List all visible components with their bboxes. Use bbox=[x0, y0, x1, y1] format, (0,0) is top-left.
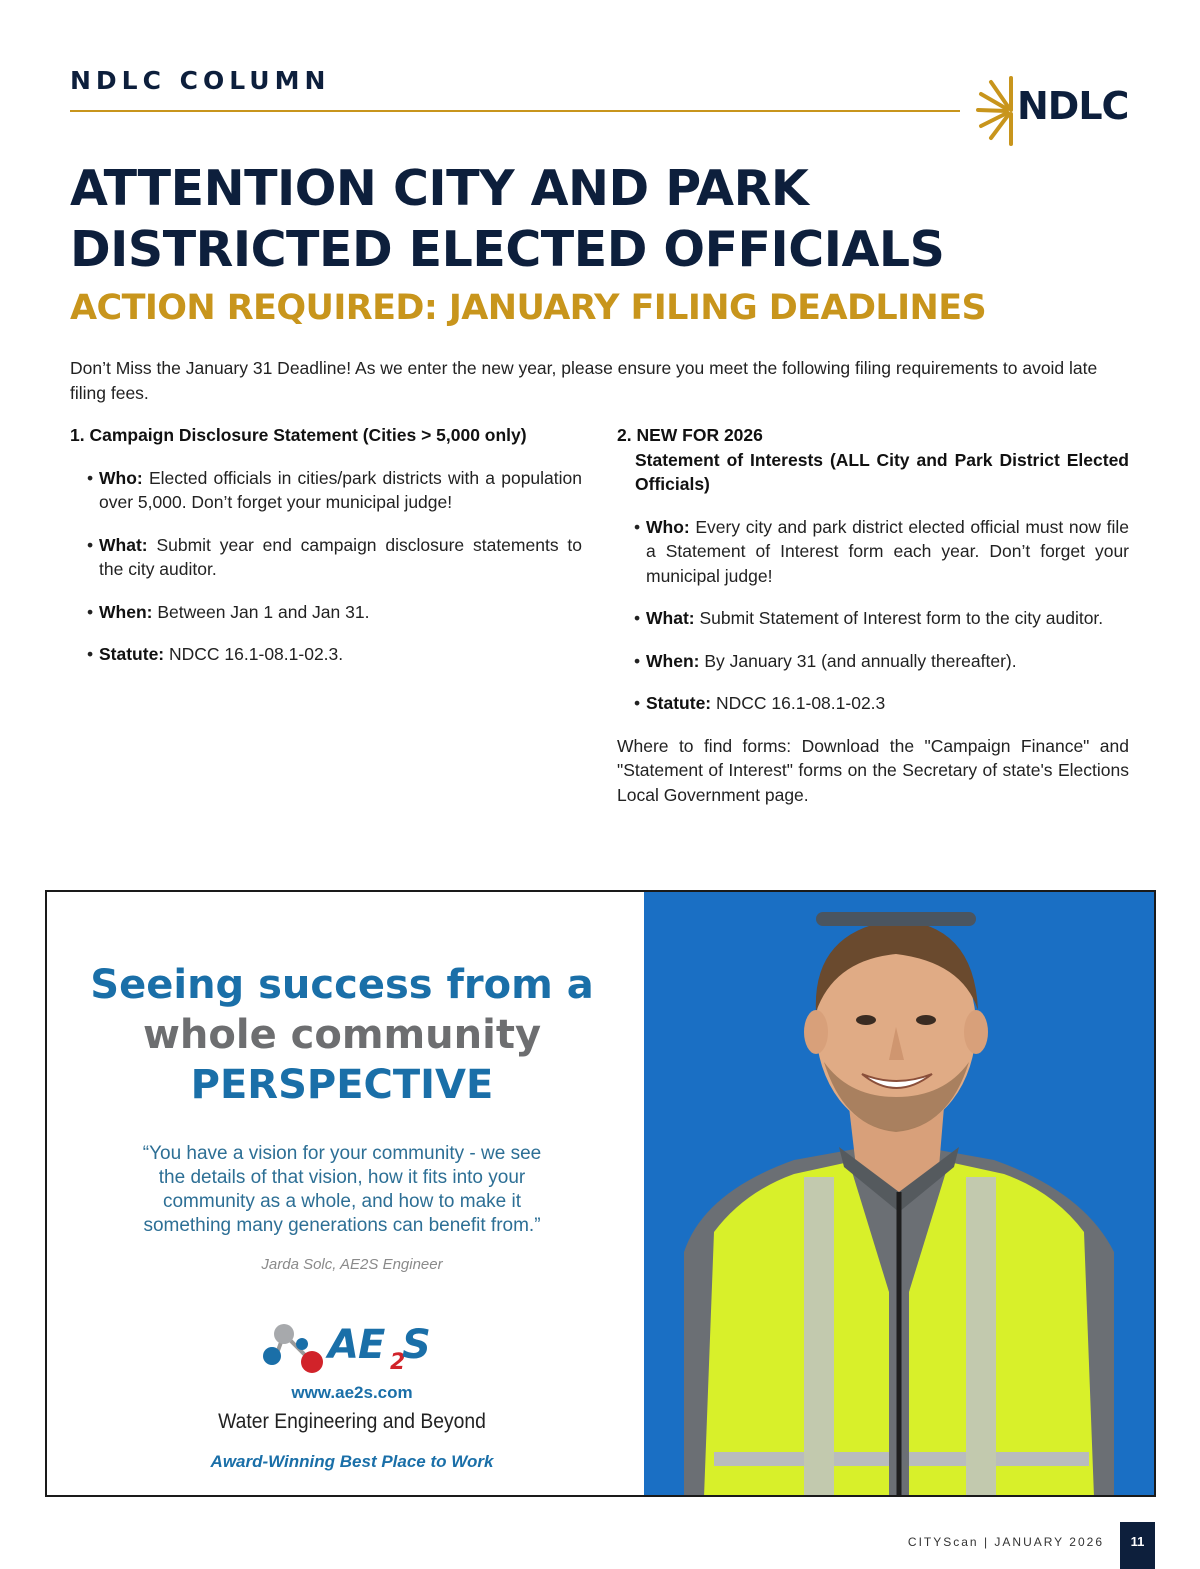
title-line-2: DISTRICTED ELECTED OFFICIALS bbox=[70, 221, 945, 278]
list-item: • When: Between Jan 1 and Jan 31. bbox=[87, 601, 370, 622]
item-text: Between Jan 1 and Jan 31. bbox=[157, 601, 370, 622]
header-rule bbox=[70, 110, 960, 112]
item-label: When: bbox=[646, 650, 700, 671]
ae2s-advertisement[interactable] bbox=[45, 890, 1156, 1497]
item-text: Every city and park district elected official must now file a Statement of Interest form each year. Don’t forget your municipal judge! bbox=[646, 516, 1129, 586]
ad-headline bbox=[47, 960, 637, 1110]
item-label: What: bbox=[99, 534, 148, 555]
item-label: When: bbox=[99, 601, 153, 622]
item-text: NDCC 16.1-08.1-02.3. bbox=[169, 644, 344, 664]
list-item: • What: Submit year end campaign disclosure statements to the city auditor. bbox=[87, 534, 582, 579]
list-item: • When: By January 31 (and annually thereafter). bbox=[634, 650, 1017, 671]
list-item: • Statute: NDCC 16.1-08.1-02.3. bbox=[87, 644, 344, 664]
section-label: NDLC COLUMN bbox=[70, 66, 331, 95]
ad-quote: “You have a vision for your community - we see the details of that vision, how it fits into your community as a whole, and how to make it something many generations can benefit from.” bbox=[142, 1143, 542, 1236]
statement-of-interests-column bbox=[617, 423, 1129, 807]
item-text: By January 31 (and annually thereafter). bbox=[704, 650, 1017, 671]
ad-headline-line-1: Seeing success from a bbox=[90, 962, 594, 1008]
ad-tagline: Water Engineering and Beyond bbox=[218, 1410, 486, 1433]
page-number: 11 bbox=[1120, 1522, 1155, 1569]
engineer-photo-icon bbox=[644, 892, 1156, 1497]
item-label: What: bbox=[646, 608, 695, 628]
campaign-disclosure-column bbox=[70, 423, 582, 685]
item-label: Statute: bbox=[646, 693, 712, 713]
ndlc-sunburst-icon bbox=[975, 72, 1019, 148]
item-label: Statute: bbox=[99, 644, 165, 664]
campaign-disclosure-heading: 1. Campaign Disclosure Statement (Cities > 5,000 only) bbox=[70, 425, 527, 445]
statement-list bbox=[617, 515, 1129, 716]
list-item: • Who: Elected officials in cities/park districts with a population over 5,000. Don’t forget your municipal judge! bbox=[87, 467, 582, 512]
item-label: Who: bbox=[646, 516, 690, 537]
ndlc-logo bbox=[975, 72, 1135, 148]
ad-attribution: Jarda Solc, AE2S Engineer bbox=[261, 1256, 443, 1273]
list-item: • Statute: NDCC 16.1-08.1-02.3 bbox=[634, 693, 886, 713]
item-text: Submit Statement of Interest form to the city auditor. bbox=[699, 608, 1104, 628]
campaign-disclosure-list bbox=[70, 466, 582, 667]
ae2s-logo-s: S bbox=[402, 1322, 431, 1368]
list-item: • Who: Every city and park district elected official must now file a Statement of Interest form each year. Don’t forget your municipal judge! bbox=[634, 516, 1129, 586]
person-photo bbox=[644, 892, 1156, 1497]
article-subtitle: ACTION REQUIRED: JANUARY FILING DEADLINES bbox=[70, 288, 987, 328]
article-intro: Don’t Miss the January 31 Deadline! As we enter the new year, please ensure you meet the following filing requirements to avoid late filing fees. bbox=[70, 358, 1098, 403]
ae2s-logo-sub: 2 bbox=[390, 1350, 406, 1375]
article-title bbox=[70, 158, 944, 280]
ndlc-logo-text: NDLC bbox=[1017, 84, 1129, 128]
forms-note: Where to find forms: Download the "Campaign Finance" and "Statement of Interest" forms on the Secretary of state's Elections Local Government page. bbox=[617, 735, 1129, 805]
item-text: Submit year end campaign disclosure statements to the city auditor. bbox=[99, 534, 582, 579]
ae2s-logo-text: AE bbox=[328, 1322, 385, 1368]
ad-url-link[interactable]: www.ae2s.com bbox=[291, 1383, 413, 1402]
ad-award: Award-Winning Best Place to Work bbox=[210, 1452, 494, 1471]
list-item: • What: Submit Statement of Interest form to the city auditor. bbox=[634, 608, 1104, 628]
item-text: NDCC 16.1-08.1-02.3 bbox=[716, 693, 886, 713]
ad-headline-line-2: whole community bbox=[142, 1012, 542, 1058]
footer-publication: CITYScan | JANUARY 2026 bbox=[907, 1535, 1104, 1549]
ae2s-logo bbox=[262, 1320, 442, 1380]
statement-heading: 2. NEW FOR 2026 bbox=[617, 425, 763, 445]
item-label: Who: bbox=[99, 467, 143, 488]
ad-headline-line-3: PERSPECTIVE bbox=[190, 1062, 494, 1108]
title-line-1: ATTENTION CITY AND PARK bbox=[70, 160, 809, 217]
item-text: Elected officials in cities/park districts with a population over 5,000. Don’t forget your municipal judge! bbox=[99, 467, 582, 512]
statement-subheading: Statement of Interests (ALL City and Park District Elected Officials) bbox=[635, 449, 1129, 494]
